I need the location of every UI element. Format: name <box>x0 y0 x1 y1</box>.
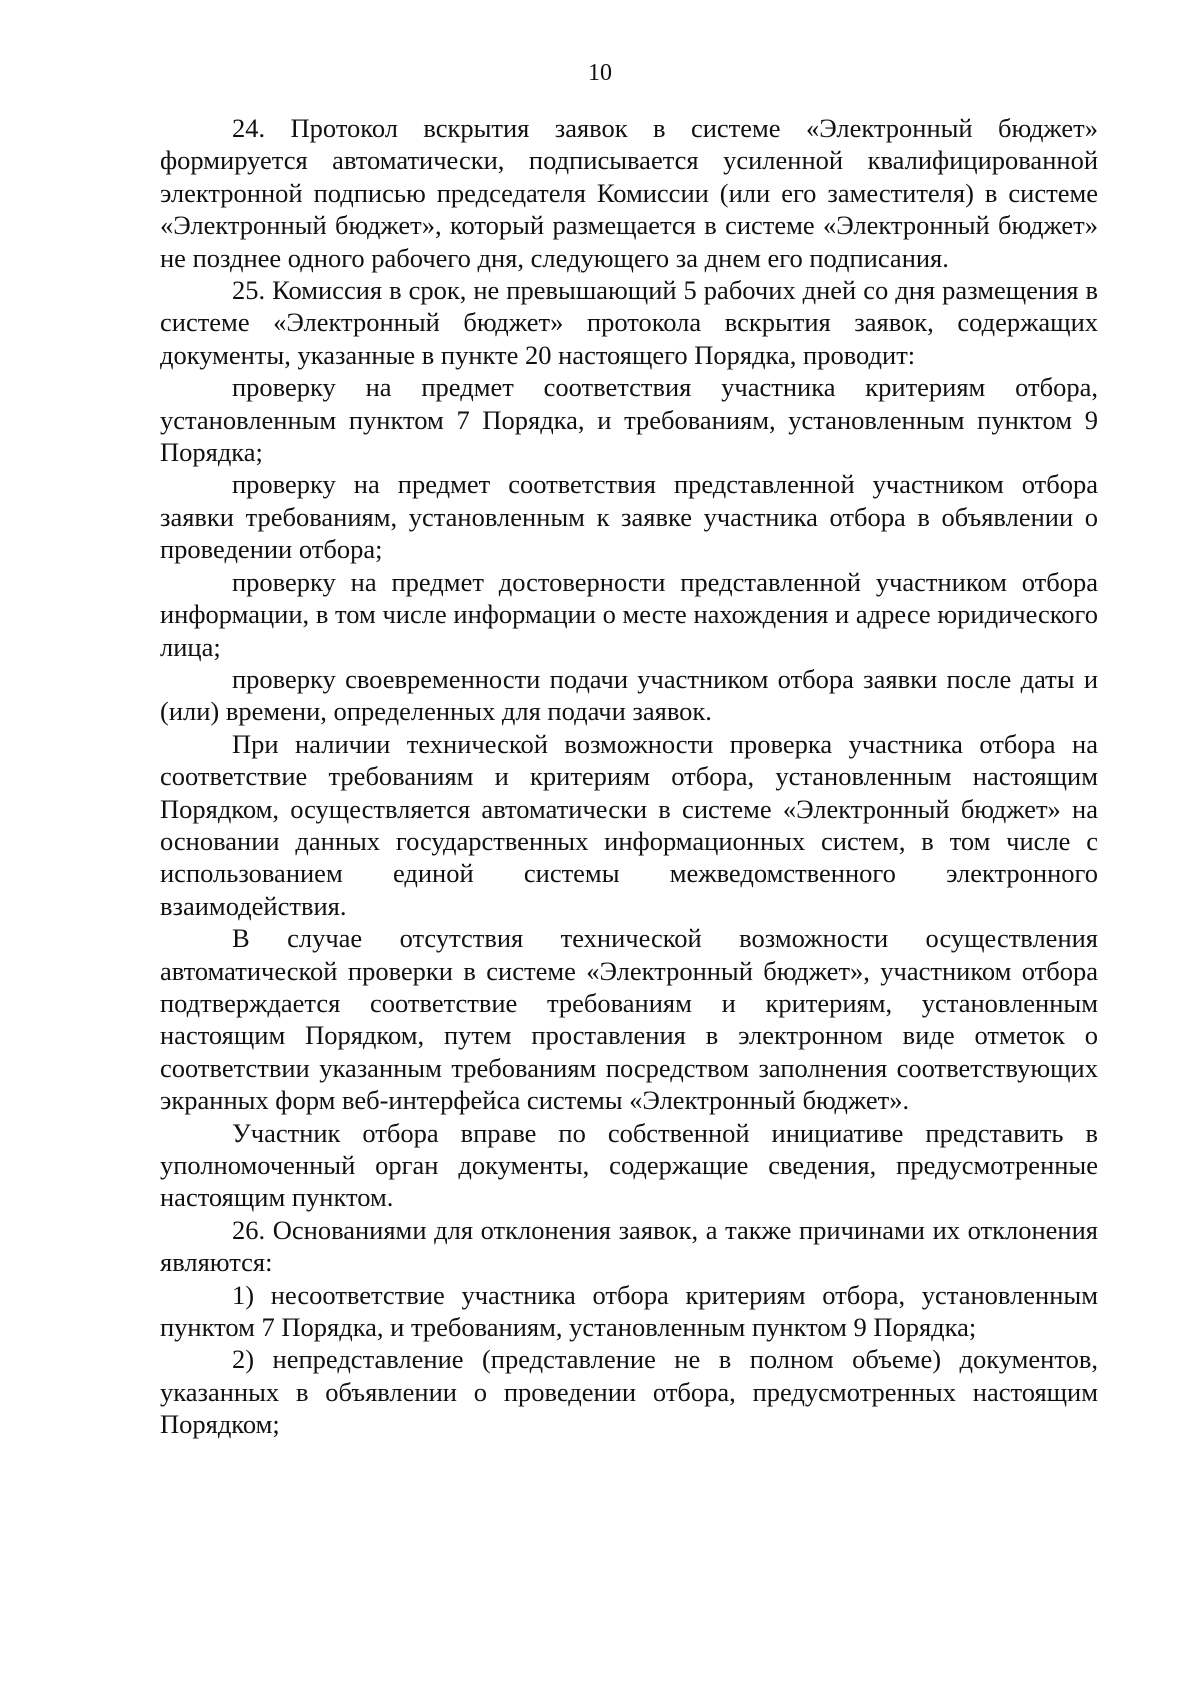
paragraph-24: 24. Протокол вскрытия заявок в системе «Электронный бюджет» формируется автоматически, подписывается усиленной квалифицированной электронной подписью председателя Комиссии (или его заместителя) в системе «Электронный бюджет», который размещается в системе «Электронный бюджет» не позднее одного рабочего дня, следующего за днем его подписания. <box>160 113 1098 273</box>
paragraph-26: 26. Основаниями для отклонения заявок, а также причинами их отклонения являются: <box>160 1214 1098 1278</box>
rejection-reason-2: 2) непредставление (представление не в полном объеме) документов, указанных в объявлении о проведении отбора, предусмотренных настоящим Порядком; <box>160 1344 1098 1440</box>
page-number: 10 <box>588 60 612 86</box>
manual-check-paragraph: В случае отсутствия технической возможности осуществления автоматической проверки в системе «Электронный бюджет», участником отбора подтверждается соответствие требованиям и критериям, установленным настоящим Порядком, путем проставления в электронном виде отметок о соответствии указанным требованиям посредством заполнения соответствующих экранных форм веб-интерфейса системы «Электронный бюджет». <box>160 923 1098 1116</box>
check-reliability-item: проверку на предмет достоверности представленной участником отбора информации, в том числе информации о месте нахождения и адресе юридического лица; <box>160 566 1098 662</box>
check-timeliness-item: проверку своевременности подачи участником отбора заявки после даты и (или) времени, определенных для подачи заявок. <box>160 663 1098 727</box>
rejection-reason-1: 1) несоответствие участника отбора критериям отбора, установленным пунктом 7 Порядка, и требованиям, установленным пунктом 9 Порядка; <box>160 1279 1098 1343</box>
automatic-check-paragraph: При наличии технической возможности проверка участника отбора на соответствие требованиям и критериям отбора, установленным настоящим Порядком, осуществляется автоматически в системе «Электронный бюджет» на основании данных государственных информационных систем, в том числе с использованием единой системы межведомственного электронного взаимодействия. <box>160 728 1098 921</box>
document-body <box>160 112 1098 1441</box>
paragraph-25: 25. Комиссия в срок, не превышающий 5 рабочих дней со дня размещения в системе «Электронный бюджет» протокола вскрытия заявок, содержащих документы, указанные в пункте 20 настоящего Порядка, проводит: <box>160 275 1098 370</box>
participant-initiative-paragraph: Участник отбора вправе по собственной инициативе представить в уполномоченный орган документы, содержащие сведения, предусмотренные настоящим пунктом. <box>160 1117 1098 1213</box>
check-criteria-item: проверку на предмет соответствия участника критериям отбора, установленным пунктом 7 Порядка, и требованиям, установленным пунктом 9 Порядка; <box>160 372 1098 468</box>
check-application-item: проверку на предмет соответствия представленной участником отбора заявки требованиям, установленным к заявке участника отбора в объявлении о проведении отбора; <box>160 469 1098 565</box>
